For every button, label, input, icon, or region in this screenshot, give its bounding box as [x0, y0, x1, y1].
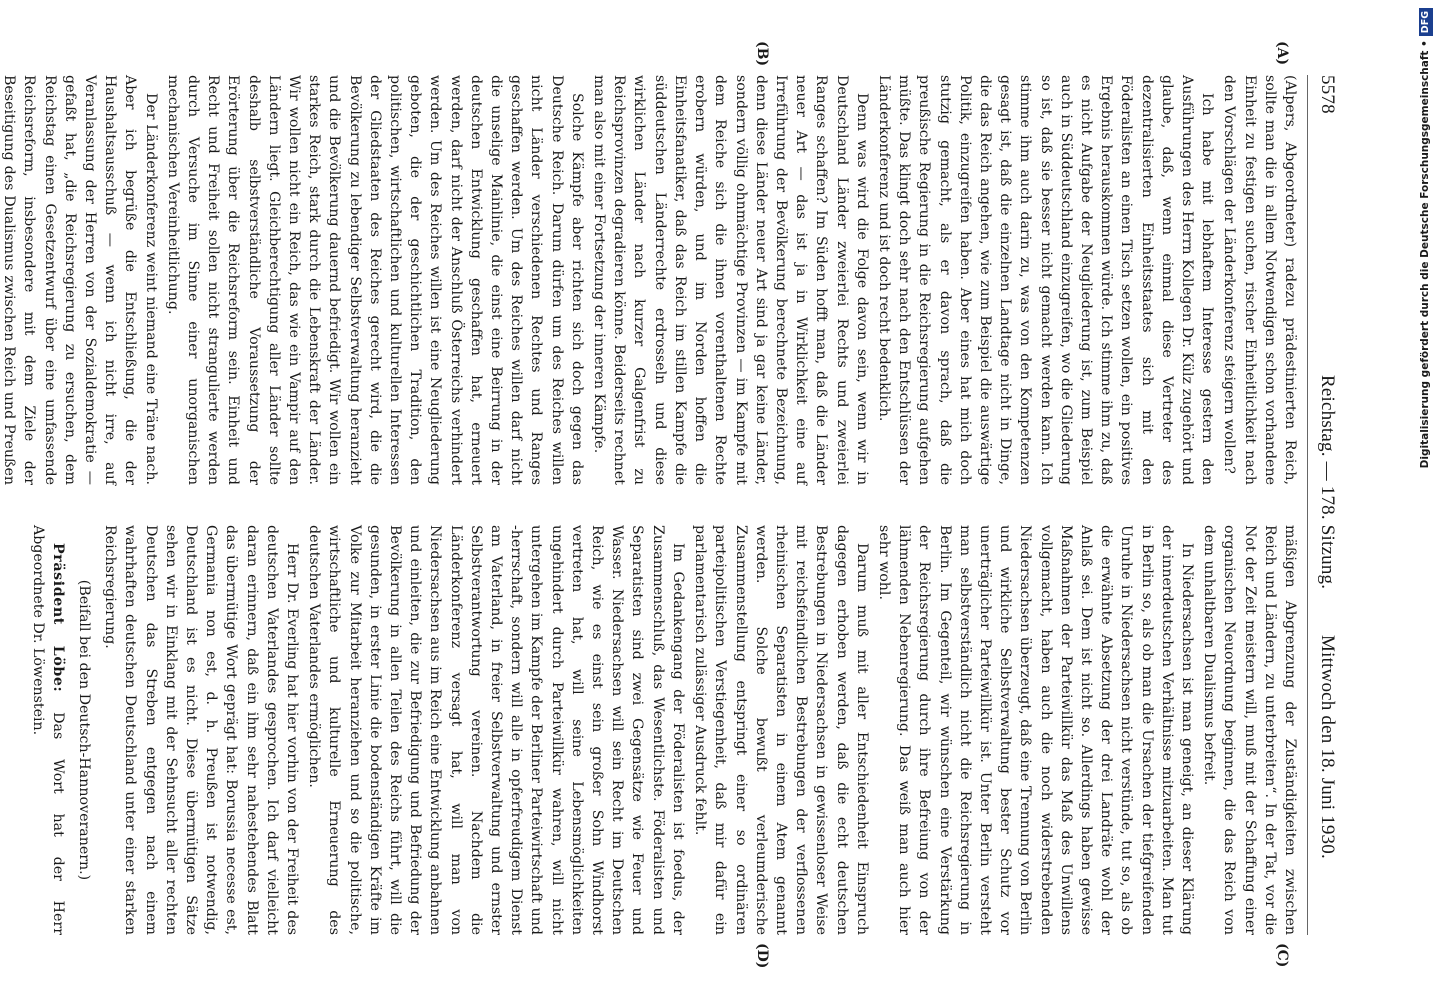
session-date: Mittwoch den 18. Juni 1930. [1317, 635, 1338, 859]
paragraph: Herr Dr. Everling hat hier vorhin von der Freiheit des deutschen Vaterlandes gesprochen. Ich darf vielleicht daran erinnern, daß ein ihm sehr nahestehendes Blatt das übermütige Wort geprägt hat: Borussia necesse est, Germania non est, d. h. Preußen ist notwendig, Deutschland ist es nicht. Diese übermütigen Sätze sehen wir in Einklang mit der Sehnsucht aller rechten Deutschen das Streben entgegen nach einem wahrhaften deutschen Deutschland unter einer starken Reichsregierung. [102, 525, 301, 935]
paragraph: Solche Kämpfe aber richten sich doch gegen das Deutsche Reich. Darum dürfen um des Reiches willen nicht Länder verschiedenen Rechtes und Ranges geschaffen werden. Um des Reiches willen darf nicht die unselige Mainlinie, die einst eine Beirrung in der deutschen Entwicklung geschaffen hat, erneuert werden, darf nicht der Anschluß Österreichs verhindert werden. Um des Reiches willen ist eine Neugliederung geboten, die der geschichtlichen Tradition, den politischen, wirtschaftlichen und kulturellen Interessen der Gliedstaaten des Reiches gerecht wird, die die Bevölkerung zu lebendiger Selbstverwaltung heranzieht und die Bevölkerung dauernd befriedigt. Wir wollen ein starkes Reich, stark durch die Lebenskraft der Länder. Wir wollen nicht ein Reich, das wie ein Vampir auf den Ländern liegt. Gleichberechtigung aller Länder sollte deshalb selbstverständliche Voraussetzung der Erörterung über die Reichsreform sein. Einheit und Recht und Freiheit sollen nicht strangulierte werden durch Versuche im Sinne einer unorganischen mechanischen Vereinheitlichung. [164, 75, 585, 485]
paragraph: Im Gedankengang der Föderalisten ist foedus, der Zusammenschluß, das Wesentlichste. Föderalisten und Separatisten sind zwei Gegensätze wie Feuer und Wasser. Niedersachsen will sein Recht im Deutschen Reich, wie es einst sein großer Sohn Windhorst vertreten hat, will seine Lebensmöglichkeiten ungehindert durch Parteiwillkür wahren, will nicht untergehen im Kampfe der Berliner Parteiwirtschaft und -herrschaft, sondern will alle in opferfreudigem Dienst am Vaterland, in freier Selbstverwaltung und ernster Selbstverantwortung vereinen. Nachdem die Länderkonferenz versagt hat, will man von Niedersachsen aus im Reich eine Entwicklung anbahnen und einleiten, die zur Befriedigung und Befriedung der Bevölkerung in allen Teilen des Reichs führt, will die gesunden, in erster Linie die bodenständigen Kräfte im Volke zur Mitarbeit heranziehen und so die politische, wirtschaftliche und kulturelle Erneuerung des deutschen Vaterlandes ermöglichen. [306, 525, 686, 935]
paragraph: Ich habe mit lebhaftem Interesse gestern den Ausführungen des Herrn Kollegen Dr. Külz zugehört und glaube, daß, wenn einmal diese Vertreter des dezentralisierten Einheitsstaates sich mit den Föderalisten an einen Tisch setzen wollen, ein positives Ergebnis herauskommen würde. Ich stimme ihm zu, daß es nicht Aufgabe der Neugliederung ist, zum Beispiel auch in Süddeutschland einzugreifen, wo die Gliederung so ist, daß sie besser nicht gemacht werden kann. Ich stimme ihm auch darin zu, was von den Kompetenzen gesagt ist, daß die einzelnen Landtage nicht in Dinge, die das Reich angehen, wie zum Beispiel die auswärtige Politik, einzugreifen haben. Aber eines hat mich doch stutzig gemacht, als er davon sprach, daß die preußische Regierung in die Reichsregierung aufgehen müßte. Das klingt doch sehr nach den Entschlüssen der Länderkonferenz und ist doch recht bedenklich. [875, 75, 1216, 485]
paragraph: In Niedersachsen ist man geneigt, an dieser Klärung der innerdeutschen Verhältnisse mitzuarbeiten. Man tut in Berlin so, als ob man die Ursachen der tiefgreifenden Unruhe in Niedersachsen nicht verstünde, tut so, als ob die erwähnte Absetzung der drei Landräte wohl der Anlaß sei. Dem ist nicht so. Allerdings haben gewisse Maßnahmen der Parteiwillkür das Maß des Unwillens vollgemacht, haben auch die noch widerstrebenden Niedersachsen überzeugt, daß eine Trennung von Berlin und wirkliche Selbstverwaltung bester Schutz vor unerträglicher Parteiwillkür ist. Unter Berlin versteht man selbstverständlich nicht die Reichsregierung in Berlin. Im Gegenteil, wir wünschen eine Verstärkung der Reichsregierung durch ihre Befreiung von der lähmenden Nebenregierung. Das weiß man auch hier sehr wohl. [875, 525, 1195, 935]
speaker-name: Präsident Löbe: [49, 543, 66, 693]
paragraph: mäßigen Abgrenzung der Zuständigkeiten zwischen Reich und Ländern, zu unterbreiten“. In der Tat, vor die Not der Zeit meistern will, muß mit der Schaffung einer organischen Neuordnung beginnen, die das Reich von dem unhaltbaren Dualismus befreit. [1201, 525, 1298, 935]
credit-text-line [1418, 8, 1432, 992]
margin-marker-c: (C) [1274, 943, 1290, 968]
paragraph: Denn was wird die Folge davon sein, wenn wir in Deutschland Länder zweierlei Rechts und zweierlei Ranges schaffen? Im Süden hofft man, daß die Länder neuer Art — das ist ja in Wirklichkeit eine auf Irreführung der Bevölkerung berechnete Bezeichnung, denn diese Länder neuer Art sind ja gar keine Länder, sondern völlig ohnmächtige Provinzen — im Kampfe mit dem Reiche sich die ihnen vorenthaltenen Rechte erobern würden, und im Norden hoffen die Einheitsfanatiker, daß das Reich im stillen Kampfe die süddeutschen Länderrechte erdrosseln und diese wirklichen Länder nach kurzer Galgenfrist zu Reichsprovinzen degradieren könne. Beiderseits rechnet man also mit einer Fortsetzung der inneren Kämpfe. [591, 75, 870, 485]
margin-marker-b: (B) [754, 41, 770, 67]
credit-text: Digitalisierung gefördert durch die Deutsche Forschungsgemeinschaft • [1419, 40, 1431, 469]
right-column [25, 525, 1300, 935]
document-page [1, 41, 1342, 969]
paragraph: (Alpers, Abgeordneter) radezu prädestinierten Reich, sollte man die in allem Notwendigen schon vorhandene Einheit zu festigen suchen, rischer Einheitlichkeit nach den Vorschlägen der Länderkonferenz steigern wollen? [1221, 75, 1298, 485]
margin-marker-d: (D) [754, 943, 770, 969]
header-rule [1307, 75, 1308, 935]
paragraph: Der Länderkonferenz weint niemand eine Träne nach. Aber ich begrüße die Entschließung, die der Haushaltsausschuß — wenn ich nicht irre, auf Veranlassung der Herren von der Sozialdemokratie — gefaßt hat, „die Reichsregierung zu ersuchen, dem Reichstag einen Gesetzentwurf über eine umfassende Reichsreform, insbesondere mit dem Ziele der Beseitigung des Dualismus zwischen Reich und Preußen [1, 75, 159, 485]
left-column [0, 75, 1300, 485]
page-number: 5578 [1317, 75, 1338, 114]
margin-marker-a: (A) [1274, 41, 1290, 66]
running-head [1308, 75, 1342, 935]
paragraph: Darum muß mit aller Entschiedenheit Einspruch dagegen erhoben werden, daß die echt deutschen Bestrebungen in Niedersachsen in gewissenloser Weise mit reichsfeindlichen Bestrebungen der verflossenen rheinischen Separatisten in einem Atem genannt werden. Solche bewußt verleumderische Zusammenstellung entspringt einer so ordinären parteipolitischen Verstiegenheit, daß mir dafür ein parlamentarisch zulässiger Ausdruck fehlt. [692, 525, 870, 935]
president-paragraph [27, 525, 67, 935]
session-title: Reichstag. — 178. Sitzung. [1317, 375, 1338, 590]
applause-note: (Beifall bei den Deutsch-Hannoveranern.) [76, 579, 93, 881]
digitization-credit [1418, 8, 1432, 992]
dfg-logo: DFG [1419, 8, 1433, 36]
speaker-text: Das Wort hat der Herr Abgeordnete Dr. Löwenstein. [29, 525, 66, 935]
